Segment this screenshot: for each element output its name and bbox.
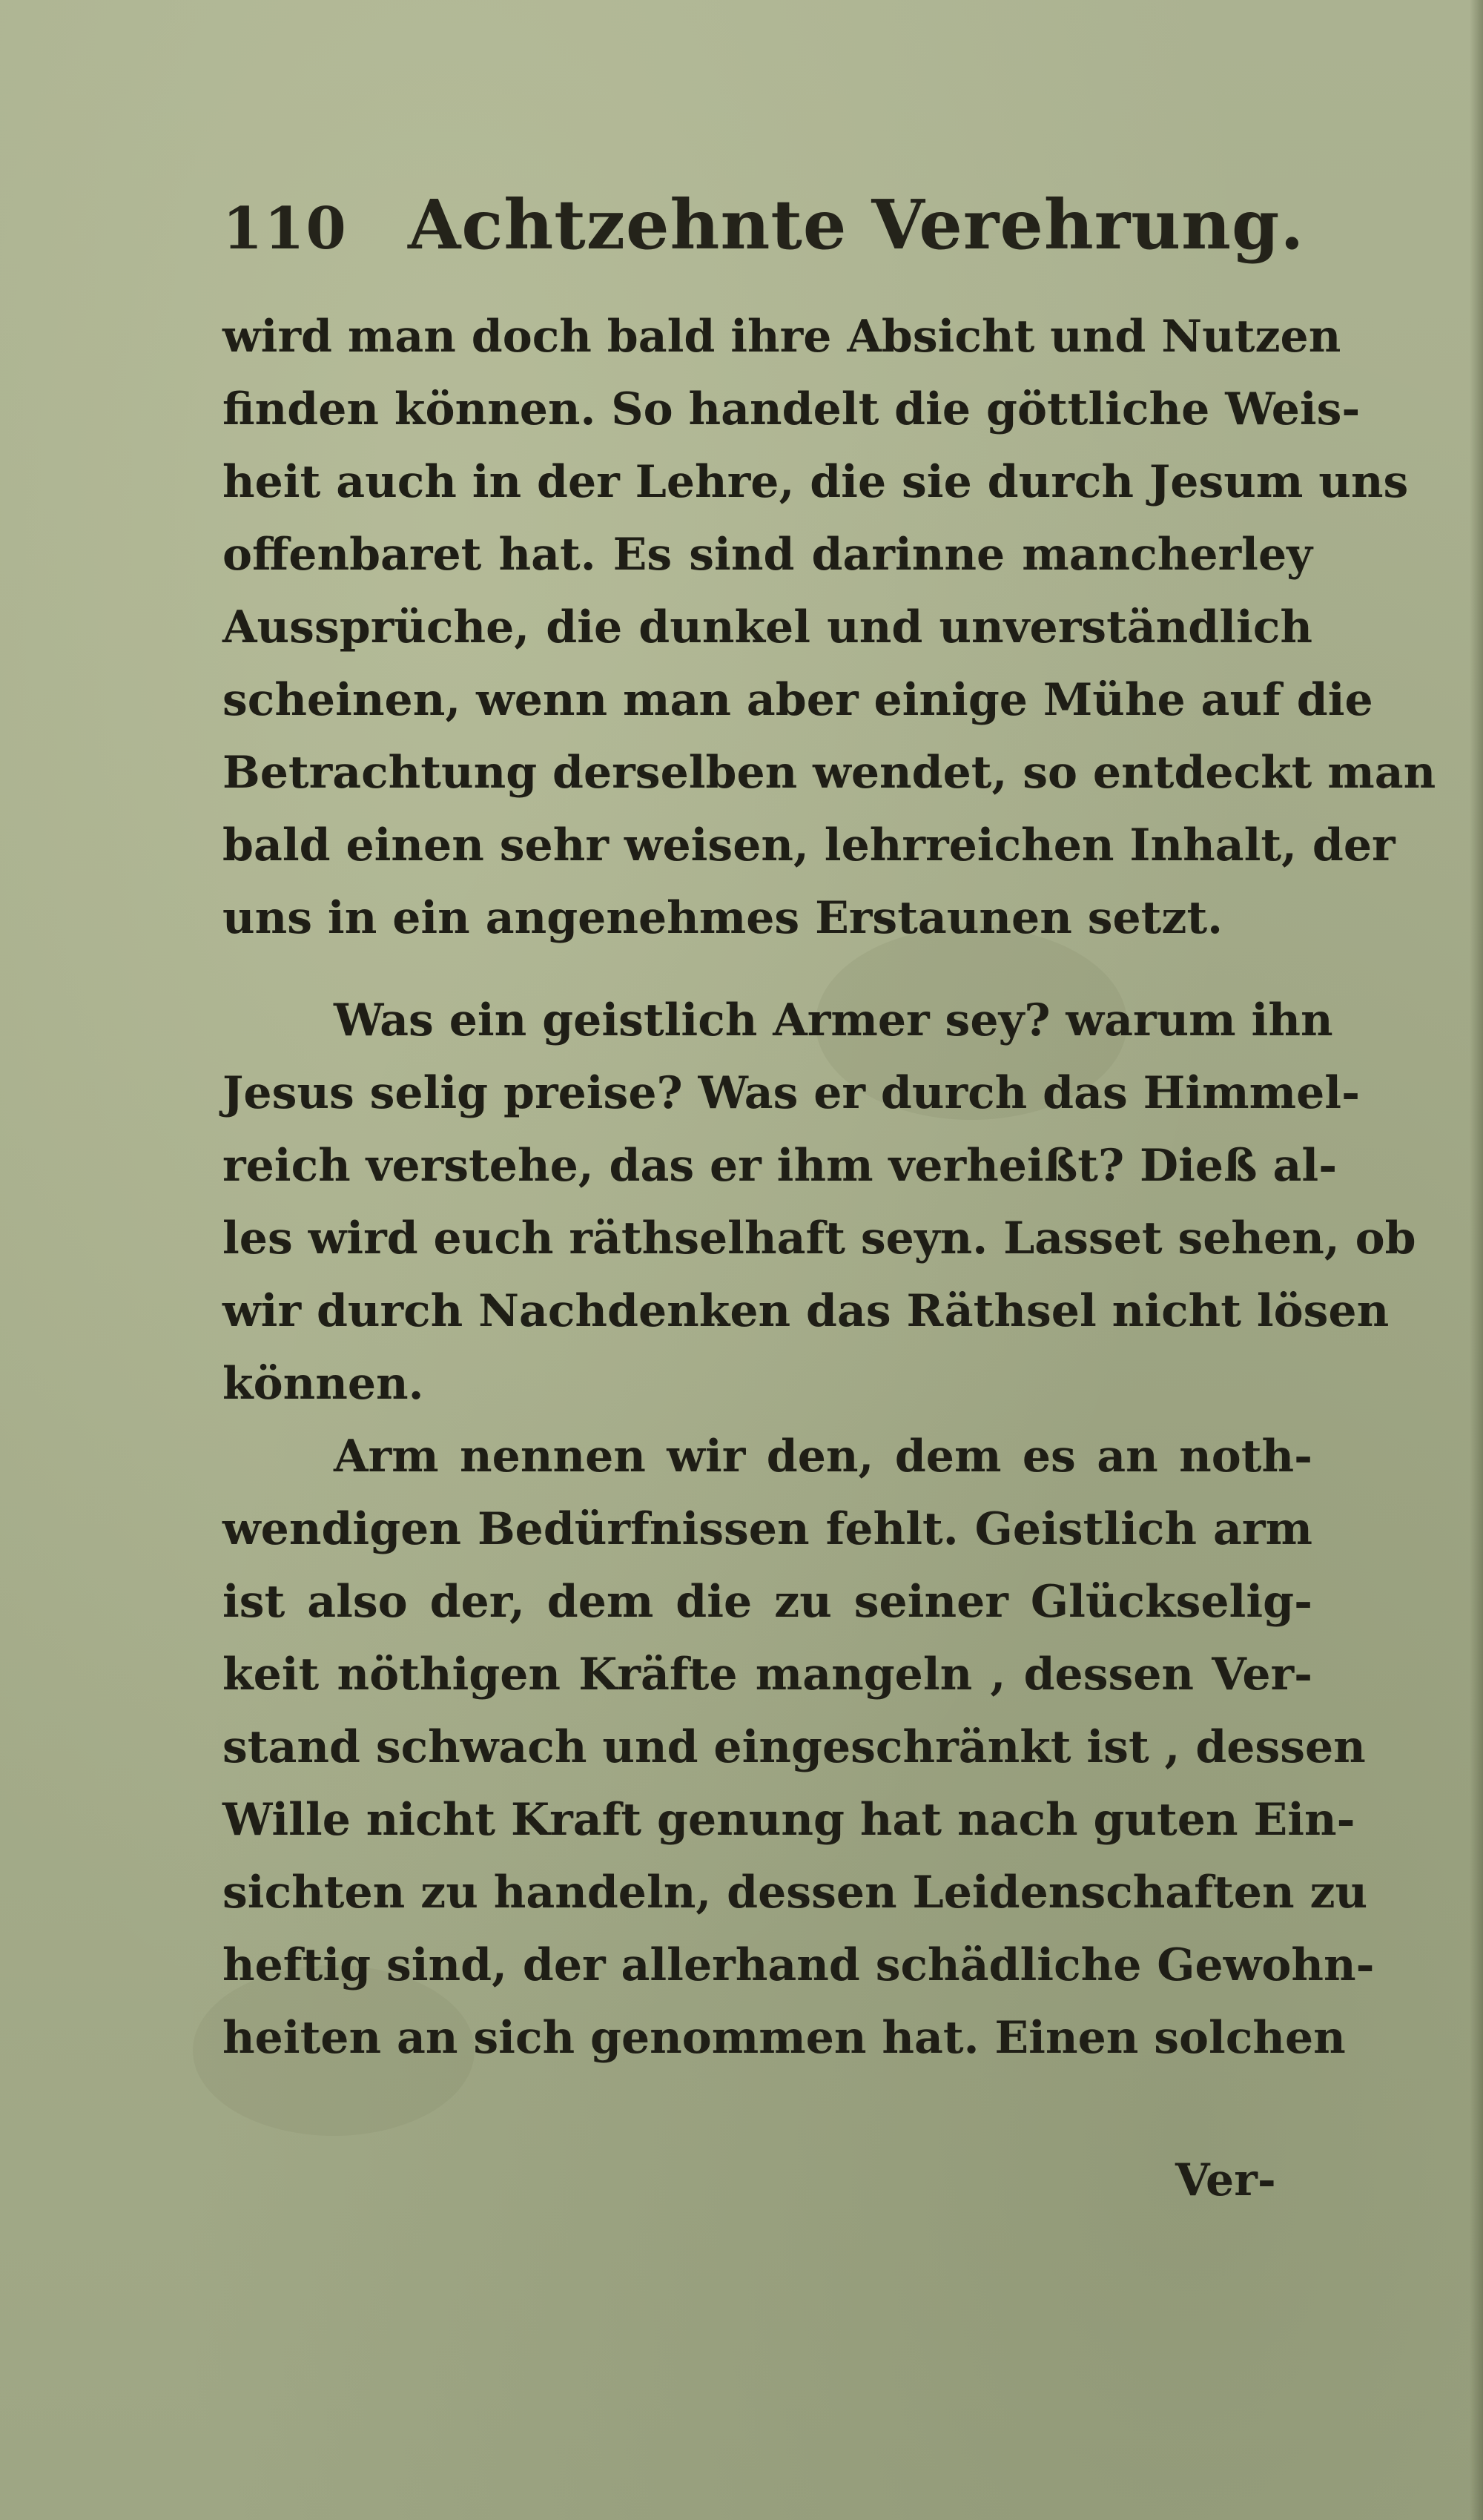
text-line: heiten an sich genommen hat. Einen solchen [222, 2012, 1346, 2064]
paragraph-3 [222, 1420, 1375, 2074]
page-header [222, 182, 1320, 271]
text-line: können. [222, 1358, 424, 1410]
text-line: Aussprüche, die dunkel und unverständlich [222, 601, 1312, 653]
catchword: Ver- [1175, 2154, 1276, 2206]
text-line: offenbaret hat. Es sind darinne mancherley [222, 529, 1312, 581]
text-line: Was ein geistlich Armer sey? warum ihn [334, 995, 1333, 1046]
running-head: Achtzehnte Verehrung. [408, 185, 1305, 265]
page-number: 110 [222, 195, 348, 263]
paragraph-1 [222, 300, 1436, 954]
text-line: heftig sind, der allerhand schädliche Gewohn- [222, 1939, 1375, 1991]
text-line: ist also der, dem die zu seiner Glückselig- [222, 1576, 1312, 1628]
text-line: bald einen sehr weisen, lehrreichen Inhalt, der [222, 819, 1396, 871]
text-line: Arm nennen wir den, dem es an noth- [334, 1431, 1312, 1482]
text-line: wir durch Nachdenken das Räthsel nicht lösen [222, 1285, 1390, 1337]
text-line: wendigen Bedürfnissen fehlt. Geistlich arm [222, 1503, 1312, 1555]
text-line: sichten zu handeln, dessen Leidenschaften zu [222, 1867, 1368, 1919]
text-line: reich verstehe, das er ihm verheißt? Dieß al- [222, 1140, 1338, 1192]
text-line: Betrachtung derselben wendet, so entdeckt man [222, 747, 1436, 799]
text-line: wird man doch bald ihre Absicht und Nutzen [222, 311, 1341, 363]
text-line: les wird euch räthselhaft seyn. Lasset sehen, ob [222, 1213, 1416, 1264]
page-edge-shadow [1470, 0, 1483, 2520]
text-line: Jesus selig preise? Was er durch das Himmel- [222, 1067, 1360, 1119]
paragraph-2 [222, 984, 1416, 1420]
text-line: stand schwach und eingeschränkt ist , dessen [222, 1721, 1366, 1773]
text-line: keit nöthigen Kräfte mangeln , dessen Ver- [222, 1649, 1312, 1701]
text-line: heit auch in der Lehre, die sie durch Jesum uns [222, 456, 1409, 508]
text-line: finden können. So handelt die göttliche Weis- [222, 383, 1361, 435]
text-line: uns in ein angenehmes Erstaunen setzt. [222, 892, 1223, 944]
text-line: Wille nicht Kraft genung hat nach guten Ein- [222, 1794, 1355, 1846]
body-text [222, 300, 1436, 2074]
text-line: scheinen, wenn man aber einige Mühe auf die [222, 674, 1373, 726]
paragraph-spacer [222, 954, 1312, 984]
